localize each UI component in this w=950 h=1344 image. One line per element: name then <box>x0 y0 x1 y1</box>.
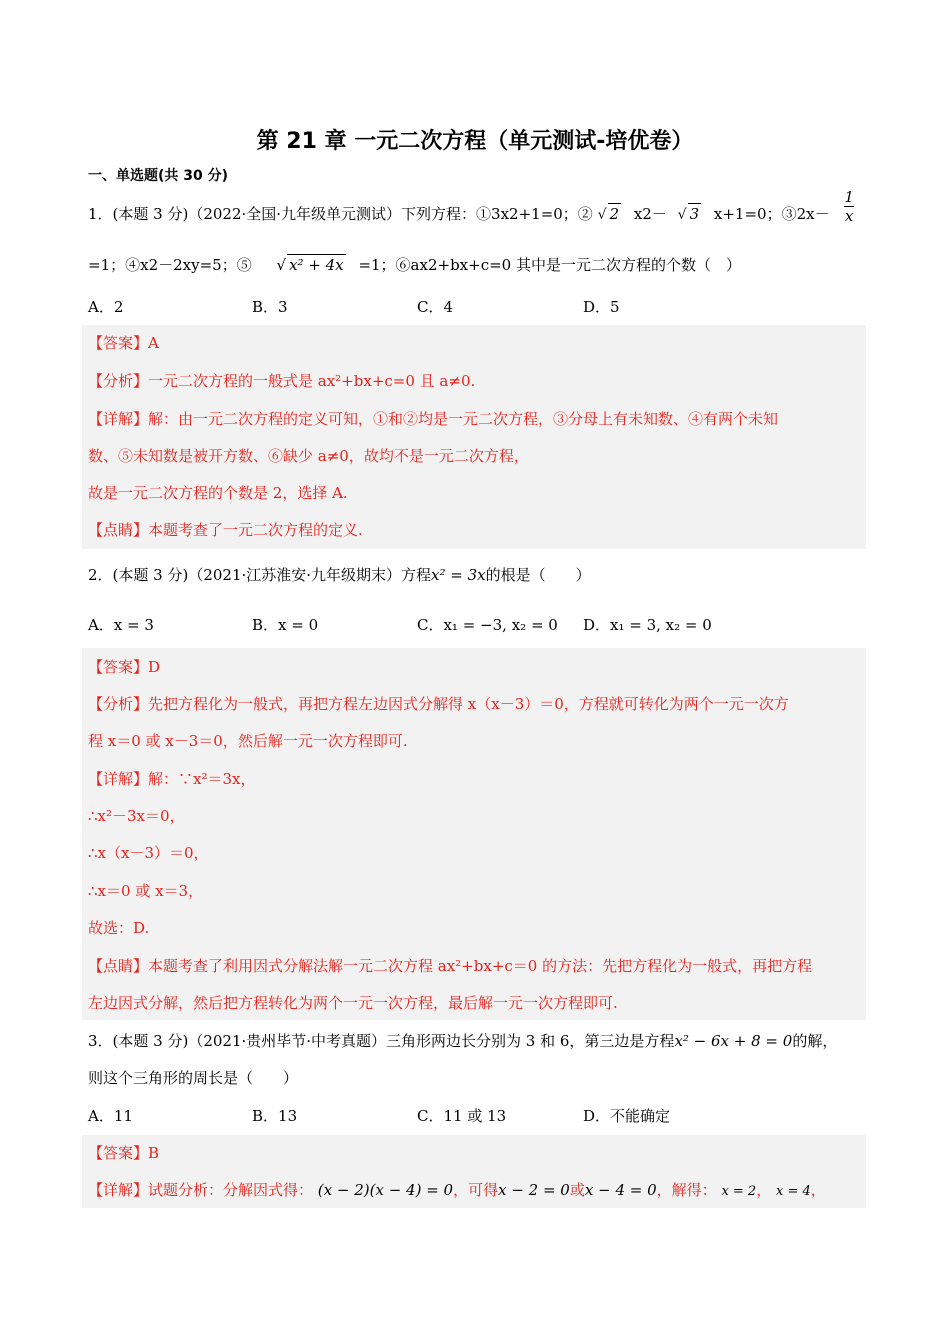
q3-detail-eq5: x = 4 <box>776 1184 811 1199</box>
q2-stem-text-b: 的根是（ ） <box>485 566 591 584</box>
q1-sqrt-expr: x² + 4x <box>289 256 344 274</box>
q1-option-d: D．5 <box>583 298 620 316</box>
section-heading: 一、单选题(共 30 分) <box>88 168 229 184</box>
q1-line2b: =1；⑥ax2+bx+c=0 其中是一元二次方程的个数（ ） <box>358 256 741 274</box>
q2-analysis-line2: 程 x＝0 或 x－3＝0，然后解一元一次方程即可. <box>88 732 408 750</box>
q3-stem-line2: 则这个三角形的周长是（ ） <box>88 1069 299 1087</box>
q3-stem-text-a: 3．(本题 3 分)（2021·贵州毕节·中考真题）三角形两边长分别为 3 和 6，第三边是方程 <box>88 1032 675 1050</box>
q2-analysis-line1: 【分析】先把方程化为一般式，再把方程左边因式分解得 x（x－3）＝0，方程就可转化为两个一元一次方 <box>88 695 789 713</box>
q1-comment: 【点睛】本题考查了一元二次方程的定义. <box>88 521 363 539</box>
q3-detail-eq2: x − 2 = 0 <box>498 1181 570 1199</box>
q2-answer: 【答案】D <box>88 658 161 676</box>
q3-detail-text-e: ， <box>756 1181 772 1199</box>
q1-fraction <box>844 188 854 225</box>
q1-frac-num: 1 <box>844 187 854 206</box>
q1-analysis: 【分析】一元二次方程的一般式是 ax²+bx+c=0 且 a≠0. <box>88 372 476 390</box>
q3-detail-text-f: ， <box>810 1181 826 1199</box>
q3-stem-equation: x² − 6x + 8 = 0 <box>674 1032 793 1050</box>
q3-detail-text-b: ，可得 <box>453 1181 499 1199</box>
q2-detail-line1: 【详解】解：∵x²＝3x， <box>88 770 256 788</box>
q3-option-c: C．11 或 13 <box>417 1107 507 1125</box>
q2-detail-line4: ∴x＝0 或 x＝3， <box>88 882 204 900</box>
q1-option-a: A．2 <box>88 298 124 316</box>
q1-answer: 【答案】A <box>88 334 159 352</box>
q3-answer: 【答案】B <box>88 1144 160 1162</box>
q2-option-a: A．x = 3 <box>88 616 154 634</box>
q1-sqrt2: 2 <box>609 205 620 223</box>
q1-detail-line1: 【详解】解：由一元二次方程的定义可知，①和②均是一元二次方程，③分母上有未知数、④有两个未知 <box>88 410 779 428</box>
q2-comment-line1: 【点睛】本题考查了利用因式分解法解一元二次方程 ax²+bx+c＝0 的方法：先把方程化为一般式，再把方程 <box>88 957 813 975</box>
q2-stem-text-a: 2．(本题 3 分)（2021·江苏淮安·九年级期末）方程 <box>88 566 432 584</box>
q2-option-b: B．x = 0 <box>252 616 319 634</box>
q3-option-a: A．11 <box>88 1107 133 1125</box>
q3-detail-text-d: ，解得： <box>656 1181 717 1199</box>
q1-line2a: =1；④x2－2xy=5；⑤ <box>88 256 252 274</box>
q1-detail-line3: 故是一元二次方程的个数是 2，选择 A. <box>88 484 348 502</box>
q3-stem-text-b: 的解， <box>792 1032 838 1050</box>
q2-detail-line3: ∴x（x－3）＝0， <box>88 844 209 862</box>
q3-detail-text-c: 或 <box>569 1181 585 1199</box>
q1-mid2: x+1=0；③2x－ <box>713 205 830 223</box>
q3-detail-eq3: x − 4 = 0 <box>584 1181 657 1199</box>
q1-stem-line1: 1．(本题 3 分)（2022·全国·九年级单元测试）下列方程：①3x2+1=0；② √ 2 x2－ √ 3 x+1=0；③2x－ $\frac{1}{x}$ <box>88 187 854 225</box>
q1-frac-den: x <box>844 206 854 225</box>
q2-comment-line2: 左边因式分解，然后把方程转化为两个一元一次方程，最后解一元一次方程即可. <box>88 994 618 1012</box>
q1-mid1: x2－ <box>633 205 667 223</box>
q3-stem-line1 <box>88 1031 837 1051</box>
q2-stem <box>88 565 591 585</box>
q1-option-b: B．3 <box>252 298 288 316</box>
q2-option-c: C．x₁ = −3, x₂ = 0 <box>417 616 558 634</box>
q2-detail-line2: ∴x²－3x＝0， <box>88 807 185 825</box>
q1-stem-text: 1．(本题 3 分)（2022·全国·九年级单元测试）下列方程：①3x2+1=0；② <box>88 205 593 223</box>
q1-option-c: C．4 <box>417 298 454 316</box>
q3-detail-eq4: x = 2 <box>721 1184 757 1199</box>
q1-answer-box <box>82 325 866 549</box>
q3-detail-eq1: (x − 2)(x − 4) = 0 <box>317 1181 454 1199</box>
page-title: 第 21 章 一元二次方程（单元测试-培优卷） <box>256 129 694 154</box>
q2-detail-line5: 故选：D. <box>88 919 150 937</box>
q1-sqrt3: 3 <box>689 205 700 223</box>
q2-answer-box <box>82 648 866 1020</box>
q3-detail-text-a: 【详解】试题分析：分解因式得： <box>88 1181 314 1199</box>
q3-option-d: D．不能确定 <box>583 1107 671 1125</box>
q3-detail <box>88 1180 826 1202</box>
q3-option-b: B．13 <box>252 1107 298 1125</box>
q2-stem-equation: x² = 3x <box>431 566 486 584</box>
q1-detail-line2: 数、⑤未知数是被开方数、⑥缺少 a≠0，故均不是一元二次方程， <box>88 447 529 465</box>
q1-stem-line2: =1；④x2－2xy=5；⑤ √ x² + 4x =1；⑥ax2+bx+c=0 其中是一元二次方程的个数（ ） <box>88 256 741 274</box>
q3-answer-box <box>82 1135 866 1208</box>
q2-option-d: D．x₁ = 3, x₂ = 0 <box>583 616 712 634</box>
